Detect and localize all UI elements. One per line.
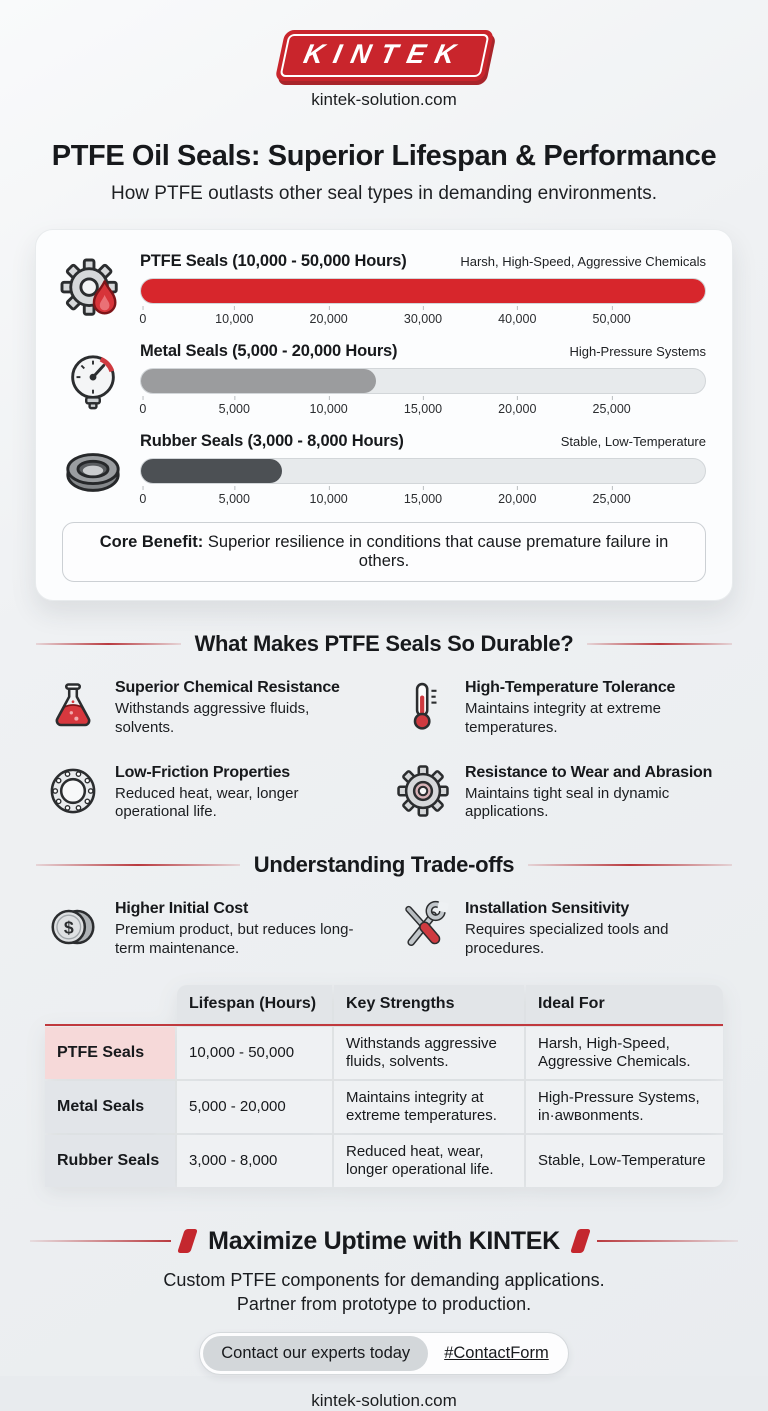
cta-buttons	[0, 1332, 768, 1375]
kintek-logo-frame	[279, 34, 489, 77]
bar-label-rubber: Rubber Seals (3,000 - 8,000 Hours)	[140, 432, 404, 450]
axis-tick: 20,000	[309, 312, 348, 326]
bar-context-metal: High-Pressure Systems	[569, 344, 706, 359]
brand-header	[0, 0, 768, 81]
flask-icon	[46, 679, 100, 733]
chart-row-content	[140, 252, 706, 329]
table-cell: High-Pressure Systems, in·awвonments.	[526, 1081, 723, 1133]
table-row-label-metal: Metal Seals	[45, 1081, 175, 1133]
cta-heading-text: Maximize Uptime with KINTEK	[208, 1226, 560, 1255]
axis-tick: 5,000	[218, 402, 250, 416]
axis-tick: 40,000	[498, 312, 537, 326]
coins-icon	[46, 900, 100, 954]
cta-line-2: Partner from prototype to production.	[236, 1293, 532, 1314]
seal-ring-icon	[62, 440, 124, 502]
axis-tick: 10,000	[215, 312, 254, 326]
bar-label-ptfe: PTFE Seals (10,000 - 50,000 Hours)	[140, 252, 407, 270]
tradeoff-initial-cost	[46, 900, 372, 959]
table-cell: Maintains integrity at extreme temperatures.	[334, 1081, 524, 1133]
tools-icon	[396, 900, 450, 954]
feature-text	[465, 764, 722, 823]
bar-context-ptfe: Harsh, High-Speed, Aggressive Chemicals	[460, 254, 706, 269]
axis-tick: 10,000	[309, 492, 348, 506]
chart-row-metal	[62, 342, 706, 419]
axis-tick: 20,000	[498, 402, 537, 416]
table-row-label-ptfe: PTFE Seals	[45, 1027, 175, 1079]
table-cell: Reduced heat, wear, longer operational life.	[334, 1135, 524, 1187]
kintek-logo-text: KINTEK	[300, 39, 468, 69]
tradeoff-title: Installation Sensitivity	[465, 900, 630, 917]
tradeoffs-section-heading	[36, 852, 732, 878]
feature-description: Maintains tight seal in dynamic applications.	[465, 784, 670, 821]
feature-high-temperature	[396, 679, 722, 738]
axis-tick: 0	[139, 402, 147, 416]
core-benefit-prefix: Core Benefit:	[99, 533, 204, 551]
lifespan-chart-card	[35, 229, 733, 601]
bar-track-rubber	[140, 458, 706, 484]
axis-tick: 15,000	[403, 402, 443, 416]
core-benefit-callout	[62, 522, 706, 582]
axis-tick: 0	[139, 312, 147, 326]
tradeoff-description: Requires specialized tools and procedures.	[465, 921, 669, 957]
thermometer-icon	[396, 679, 450, 733]
bar-label-metal: Metal Seals (5,000 - 20,000 Hours)	[140, 342, 398, 360]
divider-line	[528, 864, 732, 866]
tradeoffs-heading-text: Understanding Trade-offs	[253, 852, 515, 877]
table-header-empty	[45, 985, 175, 1023]
divider-line	[36, 864, 240, 866]
cta-pill-group	[199, 1332, 568, 1375]
table-cell: 5,000 - 20,000	[177, 1081, 332, 1133]
feature-chemical-resistance	[46, 679, 372, 738]
bar-fill-rubber	[141, 459, 282, 483]
table-cell: 3,000 - 8,000	[177, 1135, 332, 1187]
page-title: PTFE Oil Seals: Superior Lifespan & Performance	[51, 140, 717, 172]
contact-experts-button[interactable]: Contact our experts today	[203, 1336, 428, 1371]
tradeoff-text	[115, 900, 372, 959]
feature-text	[115, 679, 372, 738]
red-slash-mark	[570, 1229, 591, 1253]
feature-wear-abrasion	[396, 764, 722, 823]
table-cell: Withstands aggressive fluids, solvents.	[334, 1027, 524, 1079]
gear-flame-icon	[62, 260, 124, 322]
website-url-bottom: kintek-solution.com	[311, 1391, 457, 1411]
axis-tick: 0	[139, 492, 147, 506]
cta-line-1: Custom PTFE components for demanding applications.	[163, 1269, 605, 1290]
chart-row-rubber	[62, 432, 706, 509]
table-cell: Harsh, High-Speed, Aggressive Chemicals.	[526, 1027, 723, 1079]
bar-fill-ptfe	[141, 279, 705, 303]
bar-fill-metal	[141, 369, 376, 393]
chart-row-content	[140, 342, 706, 419]
axis-rubber	[140, 489, 706, 509]
table-cell: 10,000 - 50,000	[177, 1027, 332, 1079]
feature-description: Maintains integrity at extreme temperatures.	[465, 700, 661, 736]
divider-line	[30, 1240, 171, 1242]
durability-features-grid	[0, 679, 768, 822]
comparison-table	[45, 985, 723, 1187]
axis-tick: 20,000	[498, 492, 537, 506]
durability-heading-text: What Makes PTFE Seals So Durable?	[194, 631, 574, 656]
red-slash-mark	[177, 1229, 198, 1253]
axis-tick: 5,000	[218, 492, 250, 506]
bar-track-metal	[140, 368, 706, 394]
tradeoff-title: Higher Initial Cost	[115, 900, 249, 917]
pressure-gauge-icon	[62, 350, 124, 412]
feature-text	[115, 764, 372, 823]
table-header-strengths: Key Strengths	[334, 985, 524, 1023]
axis-tick: 15,000	[403, 492, 443, 506]
bearing-icon	[46, 764, 100, 818]
feature-title: High-Temperature Tolerance	[465, 679, 676, 696]
feature-title: Resistance to Wear and Abrasion	[465, 763, 713, 781]
tradeoff-text	[465, 900, 722, 959]
table-header-lifespan: Lifespan (Hours)	[177, 985, 332, 1023]
axis-metal	[140, 399, 706, 419]
table-header-ideal: Ideal For	[526, 985, 723, 1023]
bar-track-ptfe	[140, 278, 706, 304]
divider-line	[587, 643, 732, 645]
feature-description: Reduced heat, wear, longer operational life.	[115, 784, 299, 821]
chart-row-ptfe	[62, 252, 706, 329]
svg-text:$: $	[63, 917, 74, 938]
axis-ptfe	[140, 309, 706, 329]
website-url-top: kintek-solution.com	[311, 90, 457, 109]
feature-title: Superior Chemical Resistance	[115, 679, 340, 696]
tradeoff-description: Premium product, but reduces long-term maintenance.	[115, 921, 354, 957]
axis-tick: 30,000	[403, 312, 443, 326]
divider-line	[36, 643, 181, 645]
feature-title: Low-Friction Properties	[115, 763, 290, 781]
table-header-accent-line	[45, 1024, 723, 1026]
contact-form-link[interactable]: #ContactForm	[444, 1344, 549, 1363]
axis-tick: 25,000	[592, 492, 631, 506]
tradeoffs-grid	[0, 900, 768, 959]
bar-context-rubber: Stable, Low-Temperature	[560, 434, 706, 449]
durability-section-heading	[36, 631, 732, 657]
chart-row-content	[140, 432, 706, 509]
gear-icon	[396, 764, 450, 818]
page-subtitle: How PTFE outlasts other seal types in demanding environments.	[111, 183, 657, 204]
axis-tick: 50,000	[592, 312, 631, 326]
feature-low-friction	[46, 764, 372, 823]
divider-line	[597, 1240, 738, 1242]
tradeoff-installation	[396, 900, 722, 959]
cta-heading	[30, 1227, 738, 1256]
kintek-logo	[274, 30, 493, 81]
feature-text	[465, 679, 722, 738]
feature-description: Withstands aggressive fluids, solvents.	[115, 700, 310, 736]
table-cell: Stable, Low-Temperature	[526, 1135, 723, 1187]
table-row-label-rubber: Rubber Seals	[45, 1135, 175, 1187]
axis-tick: 25,000	[592, 402, 631, 416]
core-benefit-text: Superior resilience in conditions that cause premature failure in others.	[203, 533, 669, 570]
axis-tick: 10,000	[309, 402, 348, 416]
